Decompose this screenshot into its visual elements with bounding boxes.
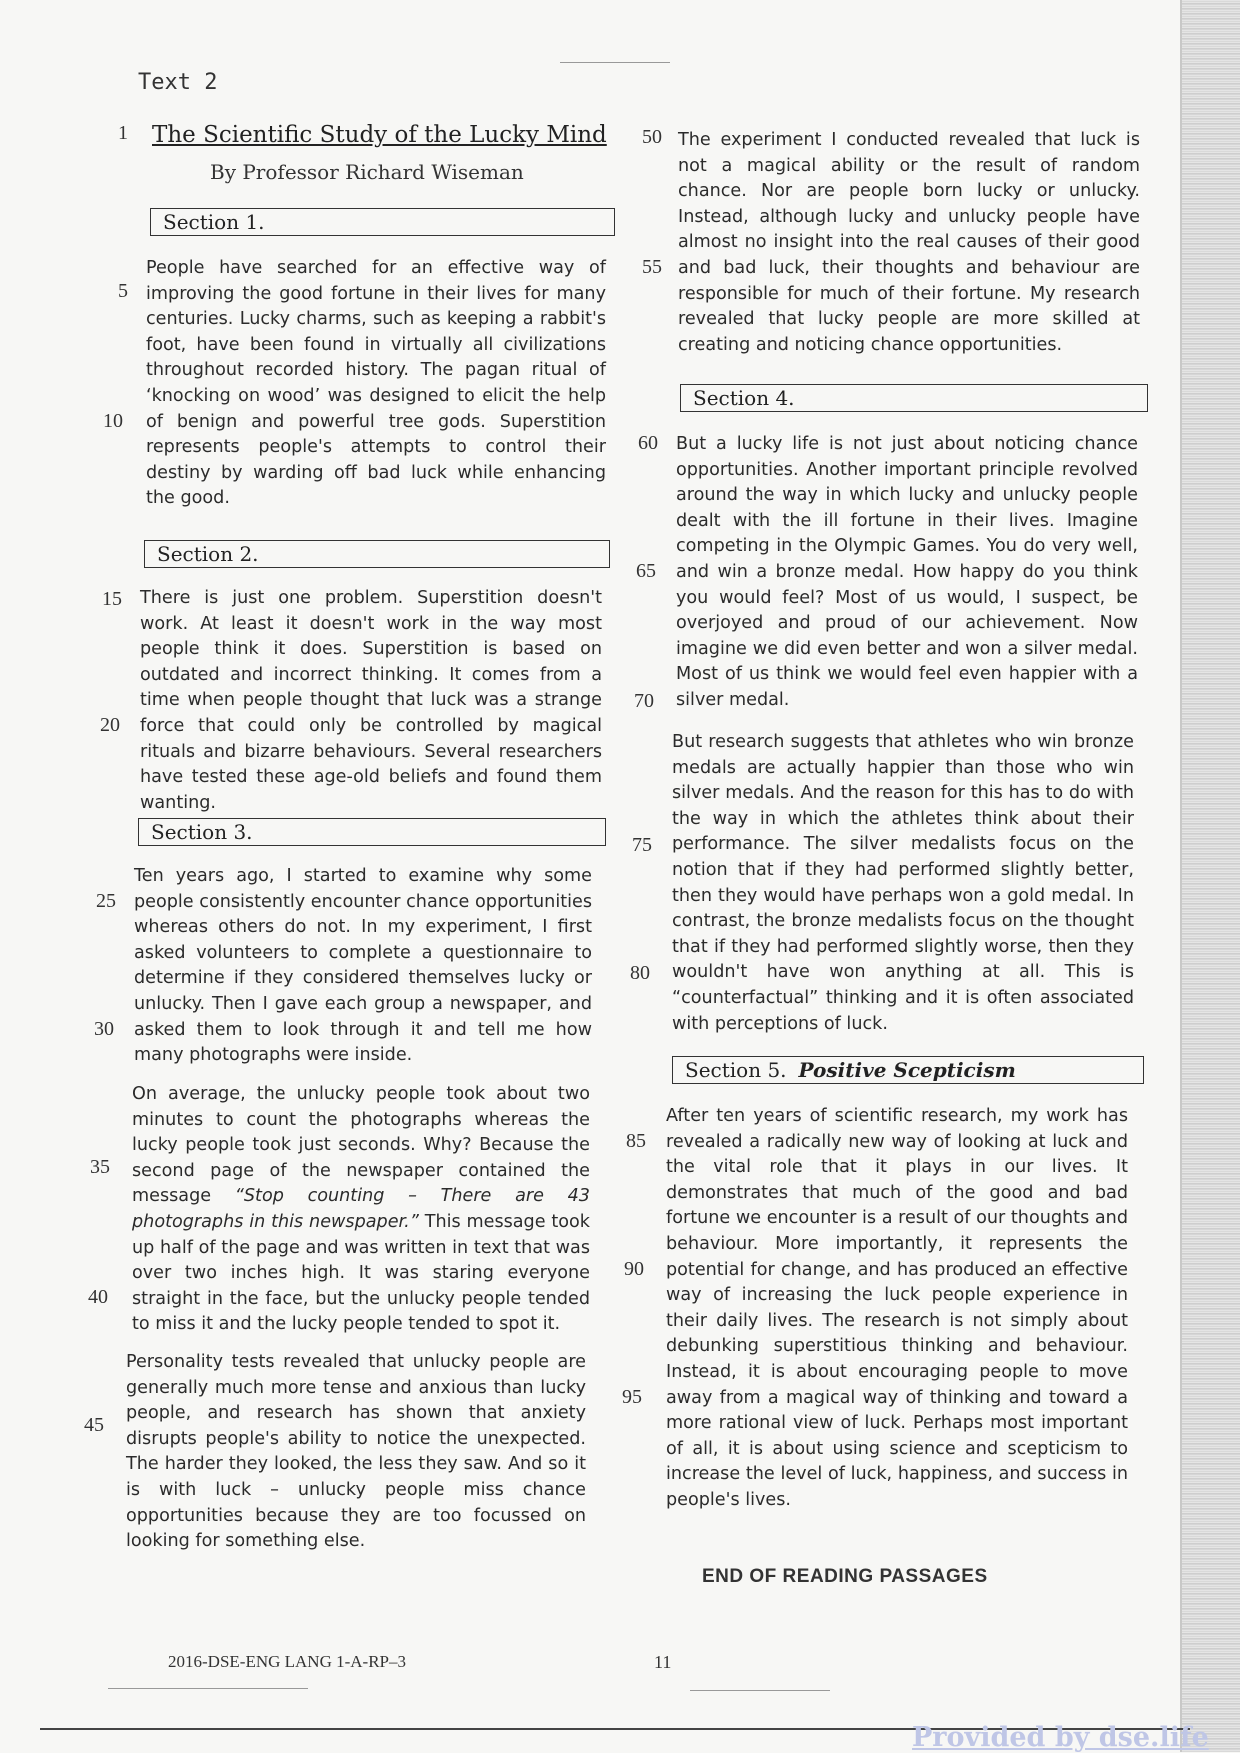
line-number: 70 bbox=[634, 690, 654, 712]
line-number: 80 bbox=[630, 962, 650, 984]
article-title: The Scientific Study of the Lucky Mind bbox=[152, 122, 607, 148]
line-number: 60 bbox=[638, 432, 658, 454]
section-5-number: Section 5. bbox=[685, 1058, 787, 1082]
line-number: 90 bbox=[624, 1258, 644, 1280]
paragraph-4-text-b: This message took up half of the page and was written in text that was over two inches high. It was staring everyone straight in the face, but the unlucky people tended to miss it and the lucky people tended to spot it. bbox=[132, 1211, 590, 1335]
line-number: 85 bbox=[626, 1130, 646, 1152]
line-number: 45 bbox=[84, 1414, 104, 1436]
section-5-heading bbox=[672, 1056, 1144, 1084]
newspaper-message-quote: “Stop counting – There are 43 photographs in this newspaper.” bbox=[132, 1186, 590, 1232]
paragraph-3: Ten years ago, I started to examine why some people consistently encounter chance opportunities whereas others do not. In my experiment, I first asked volunteers to complete a questionnaire to determine if they considered themselves lucky or unlucky. Then I gave each group a newspaper, and asked them to look through it and tell me how many photographs were inside. bbox=[134, 866, 592, 1066]
scanned-page-edge bbox=[1182, 0, 1240, 1752]
paragraph-6: The experiment I conducted revealed that luck is not a magical ability or the result of random chance. Nor are people born lucky or unlucky. Instead, although lucky and unlucky people have almost no insight into the real causes of their good and bad luck, their thoughts and behaviour are responsible for much of their fortune. My research revealed that lucky people are more skilled at creating and noticing chance opportunities. bbox=[678, 130, 1140, 355]
end-of-reading-passages: END OF READING PASSAGES bbox=[702, 1566, 988, 1587]
paragraph-1: People have searched for an effective way of improving the good fortune in their lives for many centuries. Lucky charms, such as keeping a rabbit's foot, have been found in virtually all civilizations throughout recorded history. The pagan ritual of ‘knocking on wood’ was designed to elicit the help of benign and powerful tree gods. Superstition represents people's attempts to control their destiny by warding off bad luck while enhancing the good. bbox=[146, 258, 606, 509]
section-1-heading: Section 1. bbox=[150, 208, 615, 236]
line-number: 95 bbox=[622, 1386, 642, 1408]
line-number: 35 bbox=[90, 1156, 110, 1178]
line-number: 50 bbox=[642, 126, 662, 148]
line-number: 20 bbox=[100, 714, 120, 736]
paragraph-4-text-a: On average, the unlucky people took about two minutes to count the photographs whereas the lucky people took just seconds. Why? Because the second page of the newspaper contained the message bbox=[132, 1084, 590, 1207]
paragraph-8: But research suggests that athletes who win bronze medals are actually happier than those who win silver medals. And the reason for this has to do with the way in which the athletes think about their performance. The silver medalists focus on the notion that if they had performed slightly better, then they would have perhaps won a gold medal. In contrast, the bronze medalists focus on the thought that if they had performed slightly worse, then they wouldn't have won anything at all. This is “counterfactual” thinking and it is often associated with perceptions of luck. bbox=[672, 732, 1134, 1034]
page-edge-shadow bbox=[1180, 0, 1182, 1752]
line-number: 30 bbox=[94, 1018, 114, 1040]
paragraph-4 bbox=[132, 1082, 590, 1338]
footer-rule bbox=[108, 1688, 308, 1689]
section-3-heading: Section 3. bbox=[138, 818, 606, 846]
paragraph-2: There is just one problem. Superstition doesn't work. At least it doesn't work in the way most people think it does. Superstition is based on outdated and incorrect thinking. It comes from a time when people thought that luck was a strange force that could only be controlled by magical rituals and bizarre behaviours. Several researchers have tested these age-old beliefs and found them wanting. bbox=[140, 588, 602, 813]
paragraph-9: After ten years of scientific research, my work has revealed a radically new way of looking at luck and the vital role that it plays in our lives. It demonstrates that much of the good and bad fortune we encounter is a result of our thoughts and behaviour. More importantly, it represents the potential for change, and has produced an effective way of increasing the luck people experience in their daily lives. The research is not simply about debunking superstitious thinking and behaviour. Instead, it is about encouraging people to move away from a magical way of thinking and toward a more rational view of luck. Perhaps most important of all, it is about using science and scepticism to increase the level of luck, happiness, and success in people's lives. bbox=[666, 1106, 1128, 1510]
exam-paper-code: 2016-DSE-ENG LANG 1-A-RP–3 bbox=[168, 1652, 406, 1671]
text-label: Text 2 bbox=[138, 70, 218, 95]
section-5-subheading: Positive Scepticism bbox=[798, 1058, 1016, 1082]
line-number: 15 bbox=[102, 588, 122, 610]
paragraph-7: But a lucky life is not just about noticing chance opportunities. Another important principle revolved around the way in which lucky and unlucky people dealt with the ill fortune in their lives. Imagine competing in the Olympic Games. You do very well, and win a bronze medal. How happy do you think you would feel? Most of us would, I suspect, be overjoyed and proud of our achievement. Now imagine we did even better and won a silver medal. Most of us think we would feel even happier with a silver medal. bbox=[676, 434, 1138, 710]
section-4-heading: Section 4. bbox=[680, 384, 1148, 412]
line-number: 25 bbox=[96, 890, 116, 912]
section-2-heading: Section 2. bbox=[144, 540, 610, 568]
top-rule bbox=[560, 62, 670, 63]
line-number: 55 bbox=[642, 256, 662, 278]
line-number: 5 bbox=[118, 280, 128, 302]
line-number: 10 bbox=[103, 410, 123, 432]
paragraph-5: Personality tests revealed that unlucky people are generally much more tense and anxious than lucky people, and research has shown that anxiety disrupts people's ability to notice the unexpected. The harder they looked, the less they saw. And so it is with luck – unlucky people miss chance opportunities because they are too focussed on looking for something else. bbox=[126, 1352, 586, 1552]
article-author: By Professor Richard Wiseman bbox=[210, 160, 524, 184]
line-number: 75 bbox=[632, 834, 652, 856]
line-number: 40 bbox=[88, 1286, 108, 1308]
page-number: 11 bbox=[654, 1652, 672, 1672]
line-number: 65 bbox=[636, 560, 656, 582]
line-number: 1 bbox=[118, 122, 128, 144]
footer-rule bbox=[690, 1690, 830, 1691]
watermark-link[interactable]: Provided by dse.life bbox=[912, 1722, 1209, 1753]
